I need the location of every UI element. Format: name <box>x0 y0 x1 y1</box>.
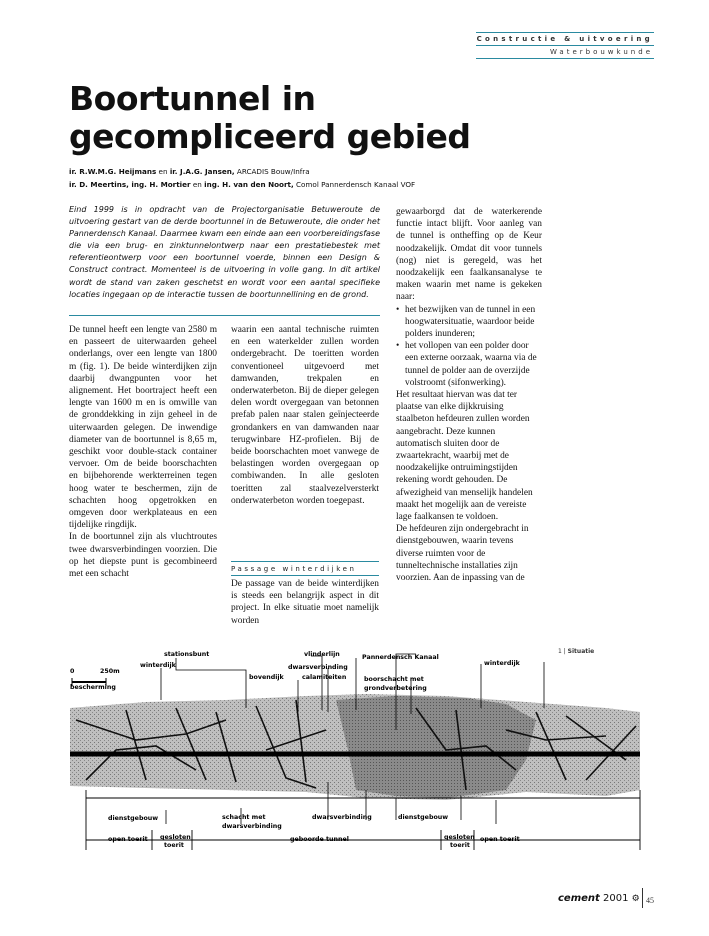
map-label: dienstgebouw <box>108 815 159 822</box>
body-column-2b <box>231 578 379 627</box>
map-label: toerit <box>450 842 470 849</box>
map-label: boorschacht met <box>364 676 424 683</box>
intro-paragraph: Eind 1999 is in opdracht van de Projectorganisatie Betuweroute de uitvoering gestart van de derde boortunnel in de Betuweroute, die onder het Pannerdensch Kanaal. Daarmee kwam een einde aan een voorbereidingsfase die via een brug- en zinktunnelontwerp naar een prestatiebestek met referentieontwerp voor een boortunnel voerde, binnen een Design & Construct contract. Momenteel is de uitvoering in volle gang. In dit artikel wordt de stand van zaken geschetst en wordt voor een aantal specifieke locaties ingegaan op de interactie tussen de boortunnellining en de grond. <box>69 205 380 299</box>
section-rule <box>231 575 379 576</box>
map-label: dienstgebouw <box>398 814 449 821</box>
author: ir. J.A.G. Jansen, <box>169 167 235 176</box>
author: ir. R.W.M.G. Heijmans <box>69 167 157 176</box>
header-rule-mid <box>476 45 654 46</box>
map-label: winterdijk <box>140 662 176 669</box>
map-label: calamiteiten <box>302 674 347 681</box>
footer-separator <box>642 888 643 908</box>
body-paragraph: gewaarborgd dat de waterkerende functie intact blijft. Voor aanleg van de tunnel is ontheffing op de Keur noodzakelijk. Omdat dit voor tunnels (nog) niet is geregeld, was het noodzakelijk een faalkansanalyse te maken waarin met name is gekeken naar: <box>396 207 542 303</box>
subsection-label: Waterbouwkunde <box>549 48 653 56</box>
list-item: • het bezwijken van de tunnel in een hoogwatersituatie, waardoor beide polders inunderen; <box>396 304 542 341</box>
title-line-1: Boortunnel in <box>69 79 316 118</box>
title-line-2: gecompliceerd gebied <box>69 117 471 156</box>
situation-map-figure <box>66 650 644 850</box>
page-number: 45 <box>646 896 654 905</box>
map-label: gesloten <box>444 834 475 841</box>
map-label: grondverbetering <box>364 685 427 692</box>
authors-line-2 <box>69 180 415 189</box>
authors-line-1 <box>69 167 310 176</box>
section-heading: Passage winterdijken <box>231 565 357 573</box>
map-label: open toerit <box>108 836 148 843</box>
map-label: vlinderlijn <box>304 651 340 658</box>
section-rule <box>231 561 379 562</box>
map-label: Pannerdensch Kanaal <box>362 654 439 661</box>
caption-number: 1 <box>558 648 562 655</box>
affiliation: Comol Pannerdensch Kanaal VOF <box>293 180 416 189</box>
map-label: toerit <box>164 842 184 849</box>
article-title <box>69 80 489 156</box>
author: ing. H. van den Noort, <box>204 180 294 189</box>
map-label: winterdijk <box>484 660 520 667</box>
author: ir. D. Meertins, ing. H. Mortier <box>69 180 191 189</box>
map-label: dwarsverbinding <box>288 664 348 671</box>
body-paragraph: De tunnel heeft een lengte van 2580 m en passeert de uiterwaarden geheel onderlangs, over een lengte van 1800 m (fig. 1). De beide winterdijken zijn daarbij dwangpunten voor het alignement. Het boortraject heeft een lengte van 1600 m en is omwille van de gronddekking in zijn geheel in de uiterwaarden gelegen. De inwendige diameter van de boortunnel is 8,65 m, geschikt voor double-stack container vervoer. Om de beide boorschachten en bijbehorende werkterreinen tegen hoog water te beschermen, zijn de schachten hoog opgetrokken en omgeven door werkplateaus en een tijdelijke ringdijk. <box>69 325 217 531</box>
intro-rule <box>69 315 380 316</box>
journal-year: 2001 <box>599 893 629 904</box>
journal-name: cement <box>558 893 600 904</box>
footer-journal <box>558 893 640 904</box>
body-paragraph: waarin een aantal technische ruimten en een waterkelder zullen worden ondergebracht. De toeritten worden conventioneel uitgevoerd met damwanden, trekpalen en onderwaterbeton. Bij de dieper gelegen delen wordt overgegaan van betonnen prefab palen naar stalen geïnjecteerde grondankers en van damwanden naar terugwinbare HZ-profielen. Bij de beide boorschachten moet vanwege de belastingen worden overgegaan op combiwanden. In alle gesloten toeritten zal staalvezelversterkt onderwaterbeton worden toegepast. <box>231 325 379 506</box>
body-column-1 <box>69 324 217 580</box>
list-item: • het vollopen van een polder door een externe oorzaak, waarna via de tunnel de polder aan de overzijde volstroomt (sifonwerking). <box>396 340 542 389</box>
body-paragraph: Het resultaat hiervan was dat ter plaatse van elke dijkkruising staalbeton hefdeuren zullen worden aangebracht. Deze kunnen automatisch sluiten door de zwaartekracht, waarbij met de noodzakelijke ontruimingstijden rekening wordt gehouden. De afwezigheid van menselijk handelen maakt het mogelijk aan de vereiste lage faalkansen te voldoen. <box>396 390 533 523</box>
bullet-list <box>396 304 542 389</box>
conjunction: en <box>156 167 170 176</box>
gear-icon: ⚙ <box>631 894 640 904</box>
map-label: geboorde tunnel <box>290 836 349 843</box>
scale-label-250: 250m <box>100 668 120 675</box>
caption-separator: | <box>561 648 568 655</box>
map-label: dwarsverbinding <box>312 814 372 821</box>
river-area <box>336 696 536 798</box>
map-label: stationsbunt <box>164 651 210 658</box>
header-rule-top <box>476 32 654 33</box>
body-column-3 <box>396 206 542 584</box>
header-rule-bottom <box>476 58 654 59</box>
caption-text: Situatie <box>567 648 595 655</box>
affiliation: ARCADIS Bouw/Infra <box>234 167 310 176</box>
map-label: schacht met <box>222 814 266 821</box>
map-label: open toerit <box>480 836 520 843</box>
map-label: gesloten <box>160 834 191 841</box>
body-paragraph: De hefdeuren zijn ondergebracht in dienstgebouwen, waarin tevens diverse ruimten voor de tunneltechnische installaties zijn voorzien. Aan de inpassing van de <box>396 524 529 584</box>
map-label: bescherming <box>70 684 116 691</box>
body-paragraph: De passage van de beide winterdijken is steeds een belangrijk aspect in dit project. In elke situatie moet namelijk worden <box>231 579 379 626</box>
body-paragraph: In de boortunnel zijn als vluchtroutes twee dwarsverbindingen voorzien. Die op het diepste punt is gecombineerd met een schacht <box>69 532 217 580</box>
body-column-2 <box>231 324 379 507</box>
scale-label-zero: 0 <box>70 668 75 675</box>
map-label: bovendijk <box>249 674 284 681</box>
section-label: Constructie & uitvoering <box>476 35 653 43</box>
map-label: dwarsverbinding <box>222 823 282 830</box>
conjunction: en <box>190 180 205 189</box>
